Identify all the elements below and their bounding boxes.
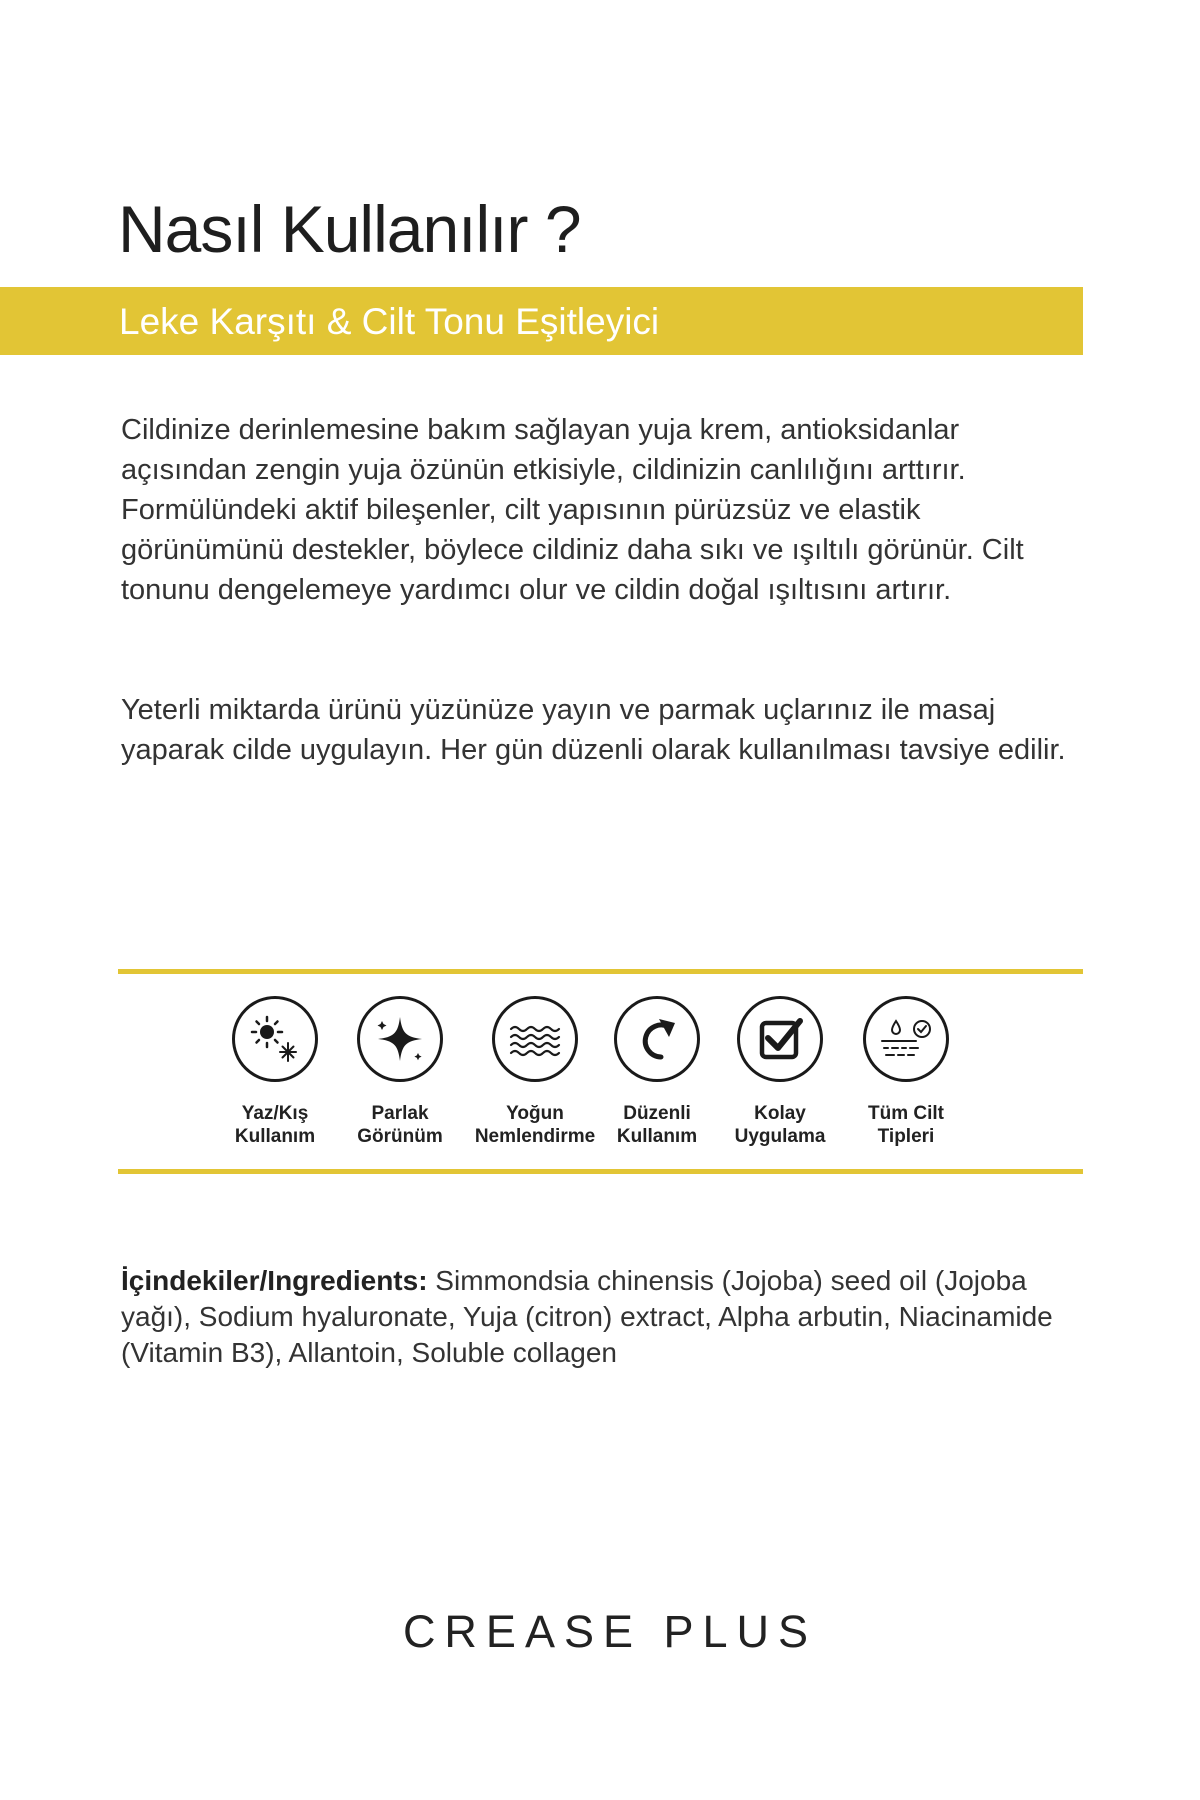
feature-regular-use (587, 996, 727, 1148)
checkbox-icon (737, 996, 823, 1082)
feature-label-line2: Uygulama (734, 1126, 826, 1147)
feature-label-line2: Kullanım (234, 1126, 316, 1147)
feature-icons-row (205, 996, 1005, 1156)
feature-easy-apply (710, 996, 850, 1148)
waves-icon (492, 996, 578, 1082)
description-paragraph: Cildinize derinlemesine bakım sağlayan yuja krem, antioksidanlar açısından zengin yuja özünün etkisiyle, cildinizin canlılığını arttırır. Formülündeki aktif bileşenler, cilt yapısının pürüzsüz ve elastik görünümünü destekler, böylece cildiniz daha sıkı ve ışıltılı görünür. Cilt tonunu dengelemeye yardımcı olur ve cildin doğal ışıltısını artırır. (121, 414, 1024, 606)
feature-label-line1: Yoğun (506, 1103, 564, 1124)
skin-layers-icon (863, 996, 949, 1082)
sun-snowflake-icon (232, 996, 318, 1082)
feature-label-line1: Kolay (754, 1103, 806, 1124)
feature-summer-winter (205, 996, 345, 1148)
ingredients-text (121, 1263, 1076, 1371)
feature-label-line2: Tipleri (877, 1126, 935, 1147)
divider-bottom (118, 1169, 1083, 1174)
subtitle-band (0, 287, 1083, 355)
divider-top (118, 969, 1083, 974)
feature-label-line1: Düzenli (623, 1103, 691, 1124)
feature-label-line2: Nemlendirme (474, 1126, 596, 1147)
subtitle: Leke Karşıtı & Cilt Tonu Eşitleyici (119, 301, 660, 342)
ingredients-label: İçindekiler/Ingredients: (121, 1265, 428, 1296)
brand-logo: CREASE PLUS (402, 1606, 818, 1657)
feature-label-line2: Kullanım (616, 1126, 698, 1147)
feature-hydration (465, 996, 605, 1148)
feature-label-line2: Görünüm (357, 1126, 443, 1147)
feature-label-line1: Tüm Cilt (868, 1103, 944, 1124)
ingredients-list: Simmondsia chinensis (Jojoba) seed oil (Jojoba yağı), Sodium hyaluronate, Yuja (citron) extract, Alpha arbutin, Niacinamide (Vitamin B3), Allantoin, Soluble collagen (121, 1265, 1053, 1368)
sparkle-icon (357, 996, 443, 1082)
page-title: Nasıl Kullanılır ? (118, 192, 581, 266)
usage-paragraph: Yeterli miktarda ürünü yüzünüze yayın ve parmak uçlarınız ile masaj yaparak cilde uygulayın. Her gün düzenli olarak kullanılması tavsiye edilir. (121, 694, 1066, 766)
feature-label-line1: Parlak (371, 1103, 429, 1124)
feature-label-line1: Yaz/Kış (241, 1103, 309, 1124)
refresh-arrow-icon (614, 996, 700, 1082)
feature-all-skin-types (836, 996, 976, 1148)
feature-glow (330, 996, 470, 1148)
